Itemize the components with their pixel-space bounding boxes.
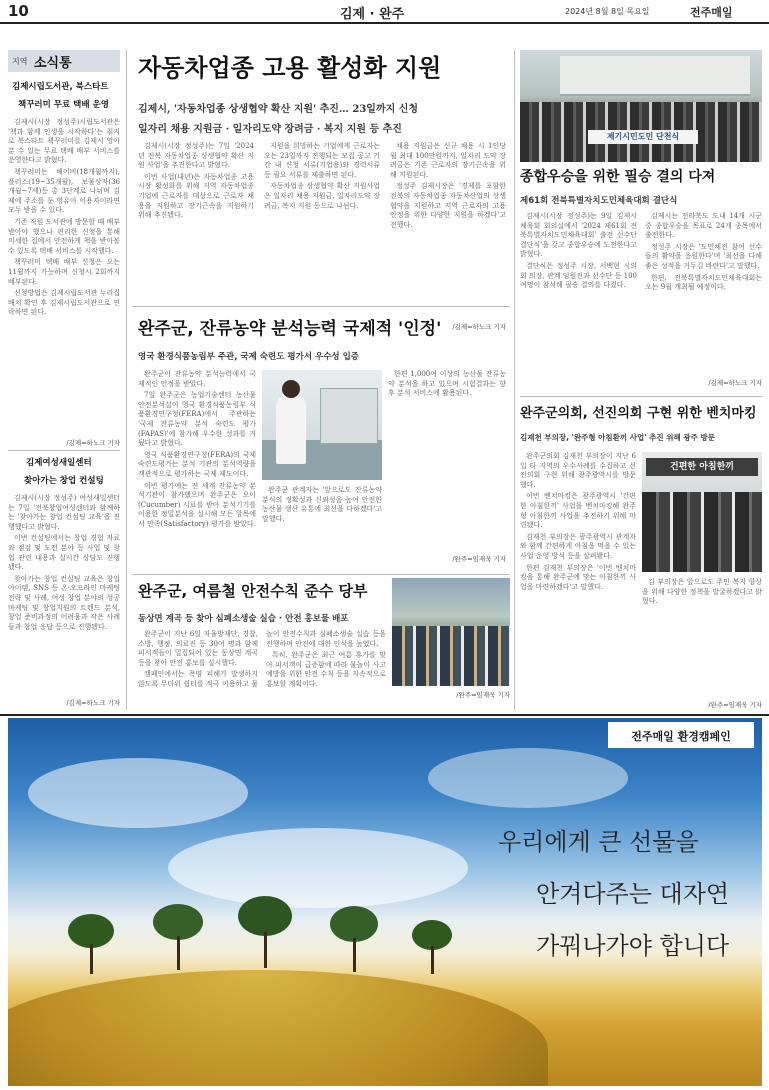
story5-subhead: 동상면 계곡 등 찾아 심폐소생술 실습 · 안전 홍보물 배포 (138, 614, 349, 624)
column-divider (514, 50, 515, 710)
sidebar-item2-subhead: 찾아가는 창업 컨설팅 (24, 476, 104, 486)
paragraph: 책꾸러미 택배 배부 신청은 오는 11월까지 가능하며 신청시 2회까지 배부된다. (8, 258, 120, 286)
paragraph: 김재천 부의장은 광주광역시 관계자와 함께 간편하게 아침을 먹을 수 있는 사업 운영 방식 등을 살펴봤다. (520, 532, 636, 560)
paragraph: 이번 사업(내년)은 자동차업종 고용시장 활성화를 위해 지역 자동차업종 기업에 근로자를 대상으로 근로자 채용을 지원하고 장기근속을 지원하기 위해 추진됐다. (138, 172, 254, 220)
lab-researcher-head (282, 380, 300, 398)
paragraph: 기존 직원 도서관에 방문할 때 배부받아야 했으나 편리한 신청을 통해 미세한 집에서 안전하게 책을 받아볼 수 있도록 택배 서비스를 시작했다. (8, 217, 120, 255)
campaign-slogan-line-1: 우리에게 큰 선물을 (498, 828, 699, 856)
tree-trunk (177, 936, 180, 970)
story2-subhead: 제61회 전북특별자치도민체육대회 결단식 (520, 196, 678, 206)
tree-icon (330, 906, 378, 942)
story5-headline: 완주군, 여름철 안전수칙 준수 당부 (138, 582, 368, 600)
tree-icon (68, 914, 114, 948)
campaign-slogan-line-3: 가꿔나가야 합니다 (536, 932, 730, 960)
story-auto-industry (132, 40, 510, 340)
paragraph: 특히, 완주군은 최근 여름 휴가를 맞아 피서객이 급증함에 따라 물놀이 사고 예방을 위한 안전 수칙 등을 지속적으로 홍보할 계획이다. (266, 651, 386, 688)
section-title: 김제 · 완주 (340, 7, 405, 22)
paragraph: 한편, 전북특별자치도민체육대회는 오는 9월 개최될 예정이다. (645, 273, 762, 292)
paragraph: 한편 1,000여 이상의 농산물 잔류농약 분석을 하고 있으며 시험결과는 향후 분석 서비스에 활용된다. (388, 370, 506, 398)
paragraph: 김제시(시장 정성주) 여성새일센터는 7일 '전북창업여성센터와 함께하는 '찾아가는 창업 컨설팅 교육'을 진행했다고 밝혔다. (8, 494, 120, 531)
story3-body-left (138, 370, 256, 560)
story3-body-mid (262, 486, 382, 562)
story4-credit: /완주=임재욱 기자 (708, 701, 762, 709)
campaign-label-box (608, 722, 754, 748)
paragraph: 책꾸러미는 베이비(18개월까지), 플러스(19~35개월), 보물상자(36개월~7세)등 총 3단계로 나뉘며 김제에 주소를 둔 영유아 이용자이라면 모두 받을 수 있다. (8, 167, 120, 215)
story1-credit: /김제=하노크 기자 (452, 323, 506, 331)
sidebar-item1-body (8, 118, 120, 448)
issue-date: 2024년 8월 8일 목요일 (565, 7, 650, 16)
cloud-3 (428, 748, 628, 808)
story3-body-right (388, 370, 506, 546)
sidebar-item2-headline: 김제여성새일센터 (26, 458, 92, 468)
story-summer-safety (132, 578, 510, 712)
paragraph: 완주군이 지난 6일 자율방재단, 경찰, 소방, 행정, 의료진 등 30여 명과 함께 피서객들이 밀집되어 있는 동상면 계곡 등을 찾아 안전 홍보를 실시했다. (138, 630, 258, 667)
environment-campaign-ad (8, 718, 762, 1086)
story3-credit: /완주=임재욱 기자 (452, 555, 506, 563)
paragraph: 이번 컨설팅에서는 창업 경험 자료와 점검 및 도전 분야 등 사업 및 창업 관련 내용과 실시간 상담도 진행됐다. (8, 534, 120, 572)
campaign-photo (392, 578, 510, 686)
paragraph: 지원을 희망하는 기업에게 근로자는 오는 23일까지 진행되는 모집 공고 기간 내 신청 서류(기업용)와 경력서류 등 필요 서류를 제출하면 된다. (264, 142, 380, 179)
paragraph: 결단식은 정성주 시장, 서백현 시의회 의장, 관계 임원진과 선수단 등 100여명이 참석해 필승 결의를 다졌다. (520, 261, 637, 290)
paragraph: 7일 완주군은 농업기술센터 농산물안전분석실이 영국 환경식품농림부 식품환경연구청(FERA)에서 주관하는 '국제 잔류농약 분석 숙련도 평가(FAPAS)'에 참가해 우수한 성과를 거뒀다고 밝혔다. (138, 391, 256, 448)
paragraph: 자동차업종 상생협약 확산 지원사업은 일자리 채용 지원금, 일자리도약 장려금, 복지 지원 등으로 나뉜다. (264, 182, 380, 210)
divider (132, 574, 510, 575)
story1-body (138, 142, 506, 320)
paragraph: 완주군 관계자는 '앞으로도 잔류농약 분석의 정확성과 신뢰성을 높여 안전한 농산물 생산 유통에 최선을 다하겠다'고 말했다. (262, 486, 382, 523)
campaign-slogan-line-2: 안겨다주는 대자연 (536, 880, 730, 908)
cloud-2 (168, 828, 468, 908)
hill (8, 970, 548, 1086)
page-number: 10 (8, 2, 29, 20)
photo-people (642, 492, 762, 572)
paragraph: 김제시는 전라북도 도내 14개 시군 중 종합우승을 목표로 24개 종목에서 출전한다. (645, 212, 762, 240)
paragraph: 찾아가는 창업 컨설팅 교육은 창업 아이템, SNS 등 온·오프라인 마케팅 전략 및 사례, 여성 창업 분야의 성공 마케팅 및 창업지원의 트렌드 분석, 창업 준비과정의 어려움과 작은 사례들과 창업 응답 등으로 진행됐다. (8, 574, 120, 631)
sidebar-title: 소식통 (34, 56, 72, 71)
campaign-label: 전주매일 환경캠페인 (631, 730, 731, 743)
lab-photo (262, 370, 382, 480)
tree-trunk (90, 944, 93, 974)
sidebar-item1-subhead: 책꾸러미 무료 택배 운영 (18, 100, 109, 110)
sidebar-banner (8, 50, 120, 72)
sidebar-item1-headline: 김제시립도서관, 북스타트 (12, 82, 109, 92)
story2-credit: /김제=하노크 기자 (708, 379, 762, 387)
story4-headline: 완주군의회, 선진의회 구현 위한 벤치마킹 (520, 406, 757, 421)
paragraph: 김제시(시장 정성주)시립도서관은 '책과 함께 인생을 시작하다'는 취지로 북스타트 책꾸러미를 김제시 영아 분 수 있는 무료 택배 배부 서비스를 운영한다고 밝혔다. (8, 118, 120, 165)
lab-researcher (276, 394, 306, 464)
column-divider (126, 50, 127, 710)
divider (8, 450, 120, 451)
paragraph: 김제시(시장 정성주)는 9일 김제시체육회 회의실에서 '2024 제61회 전북특별자치도민체육대회' 출전 선수단 결단식'을 갖고 종합우승에 도전한다고 밝혔다. (520, 212, 637, 259)
photo-people (392, 626, 510, 686)
paragraph: 정성주 시장은 '도민체전 참여 선수들의 활약을 응원한다'며 '최선을 다해 좋은 성적을 거두길 바란다'고 말했다. (645, 242, 762, 270)
photo-building (560, 56, 750, 96)
lab-instrument (320, 388, 378, 444)
paragraph: 영국 식품환경연구청(FERA)의 국제 숙련도평가는 분석 기관의 분석역량을 객관적으로 평가하는 국제 제도이다. (138, 450, 256, 478)
paragraph: 김제시(시장 정성주)는 7일 '2024년 전북 자동차업종 상생협약 확산 지원 사업'을 추진한다고 밝혔다. (138, 142, 254, 170)
sidebar-item2-credit: /김제=하노크 기자 (66, 699, 120, 707)
story2-body (520, 212, 762, 380)
group-photo (520, 50, 762, 162)
paragraph: 이번 벤치마킹은 광주광역시 '간편한 아침한끼' 사업을 벤치마킹해 완주형 아침한끼 사업을 추진하기 위해 마련됐다. (520, 492, 636, 530)
story1-subhead-1: 김제시, '자동차업종 상생협약 확산 지원' 추진… 23일까지 신청 (138, 104, 419, 115)
tree-trunk (264, 932, 267, 968)
council-photo (642, 452, 762, 572)
section-bottom-rule (0, 714, 769, 716)
photo-banner: 제기시민도민 단천식 (588, 130, 698, 144)
story5-body (138, 630, 386, 710)
paragraph: 이번 평가에는 전 세계 잔류농약 분석기관이 참가했으며 완주군은 오이(Cucumber) 시료를 받아 분석기기를 이용한 정밀분석을 실시해 모든 항목에서 만족(Satisfactory) 평가를 받았다. (138, 481, 256, 528)
story-pesticide-analysis (132, 310, 510, 570)
story4-body-right (642, 578, 762, 696)
sidebar-tag: 지역 (12, 57, 28, 66)
sidebar (8, 50, 120, 708)
paragraph: 완주군의회 김재천 부의장이 지난 6일 타 지역의 우수사례를 수집하고 선진의회 구현 위해 광주광역시를 방문했다. (520, 452, 636, 489)
divider (132, 306, 510, 307)
header-rule (0, 22, 769, 24)
story3-headline: 완주군, 잔류농약 분석능력 국제적 '인정' (138, 319, 442, 339)
paragraph: 한편 김재천 부의장은 '이번 벤치마킹을 통해 완주군에 맞는 아침한끼 사업을 마련하겠다'고 말했다. (520, 563, 636, 591)
cloud-1 (28, 758, 248, 828)
newspaper-name: 전주매일 (690, 6, 733, 19)
story4-subhead: 김재천 부의장, '완주형 아침환끼 사업' 추진 위해 광주 방문 (520, 433, 715, 442)
page-header (0, 0, 769, 22)
story2-headline: 종합우승을 위한 필승 결의 다져 (520, 169, 716, 185)
paragraph: 김 부의장은 앞으로도 주민 복지 향상을 위해 다양한 정책을 발굴하겠다고 밝혔다. (642, 578, 762, 606)
story5-credit: /완주=임재욱 기자 (456, 691, 510, 699)
tree-icon (238, 896, 292, 936)
sidebar-item1-credit: /김제=하노크 기자 (66, 439, 120, 447)
story-council-benchmarking (520, 400, 762, 712)
photo-sign: 건편한 아침한끼 (646, 458, 758, 476)
paragraph: 완주군이 잔류농약 분석능력에서 국제적인 인정을 받았다. (138, 370, 256, 388)
story3-subhead: 영국 환경식품농림부 주관, 국제 숙련도 평가서 우수성 입증 (138, 352, 360, 362)
paragraph: 채용 지원금은 신규 채용 시 1인당 월 최대 100만원까지, 일자리 도약 장려금은 기존 근로자의 장기근속을 위해 지원된다. (390, 142, 506, 179)
story1-subhead-2: 일자리 채용 지원금 · 일자리도약 장려금 · 복지 지원 등 추진 (138, 124, 402, 135)
story1-headline: 자동차업종 고용 활성화 지원 (138, 54, 442, 82)
tree-trunk (431, 946, 434, 974)
tree-trunk (353, 938, 356, 972)
divider (520, 396, 762, 397)
paragraph: 신청방법은 김제시립도서관 누리집 배치 확인 후 김제시립도서관으로 연락하면 된다. (8, 289, 120, 317)
story4-body-left (520, 452, 636, 698)
tree-icon (153, 904, 203, 940)
story-sports-festival (520, 166, 762, 394)
paragraph: 정성주 김제시장은 '경제를 포함한 전북의 자동차업종 자동차산업의 상생협약을 지원하고 지역 근로자의 고용 안정을 위한 다양한 지원을 하겠다'고 전했다. (390, 182, 506, 229)
paragraph: 캠페인에서는 폭염 피해가 발생하지 않도록 무더위 쉼터를 적극 이용하고 물놀이 안전수칙과 심폐소생술 실습 등을 진행하며 안전에 대한 인식을 높였다. (138, 630, 386, 688)
sidebar-item2-body (8, 494, 120, 694)
